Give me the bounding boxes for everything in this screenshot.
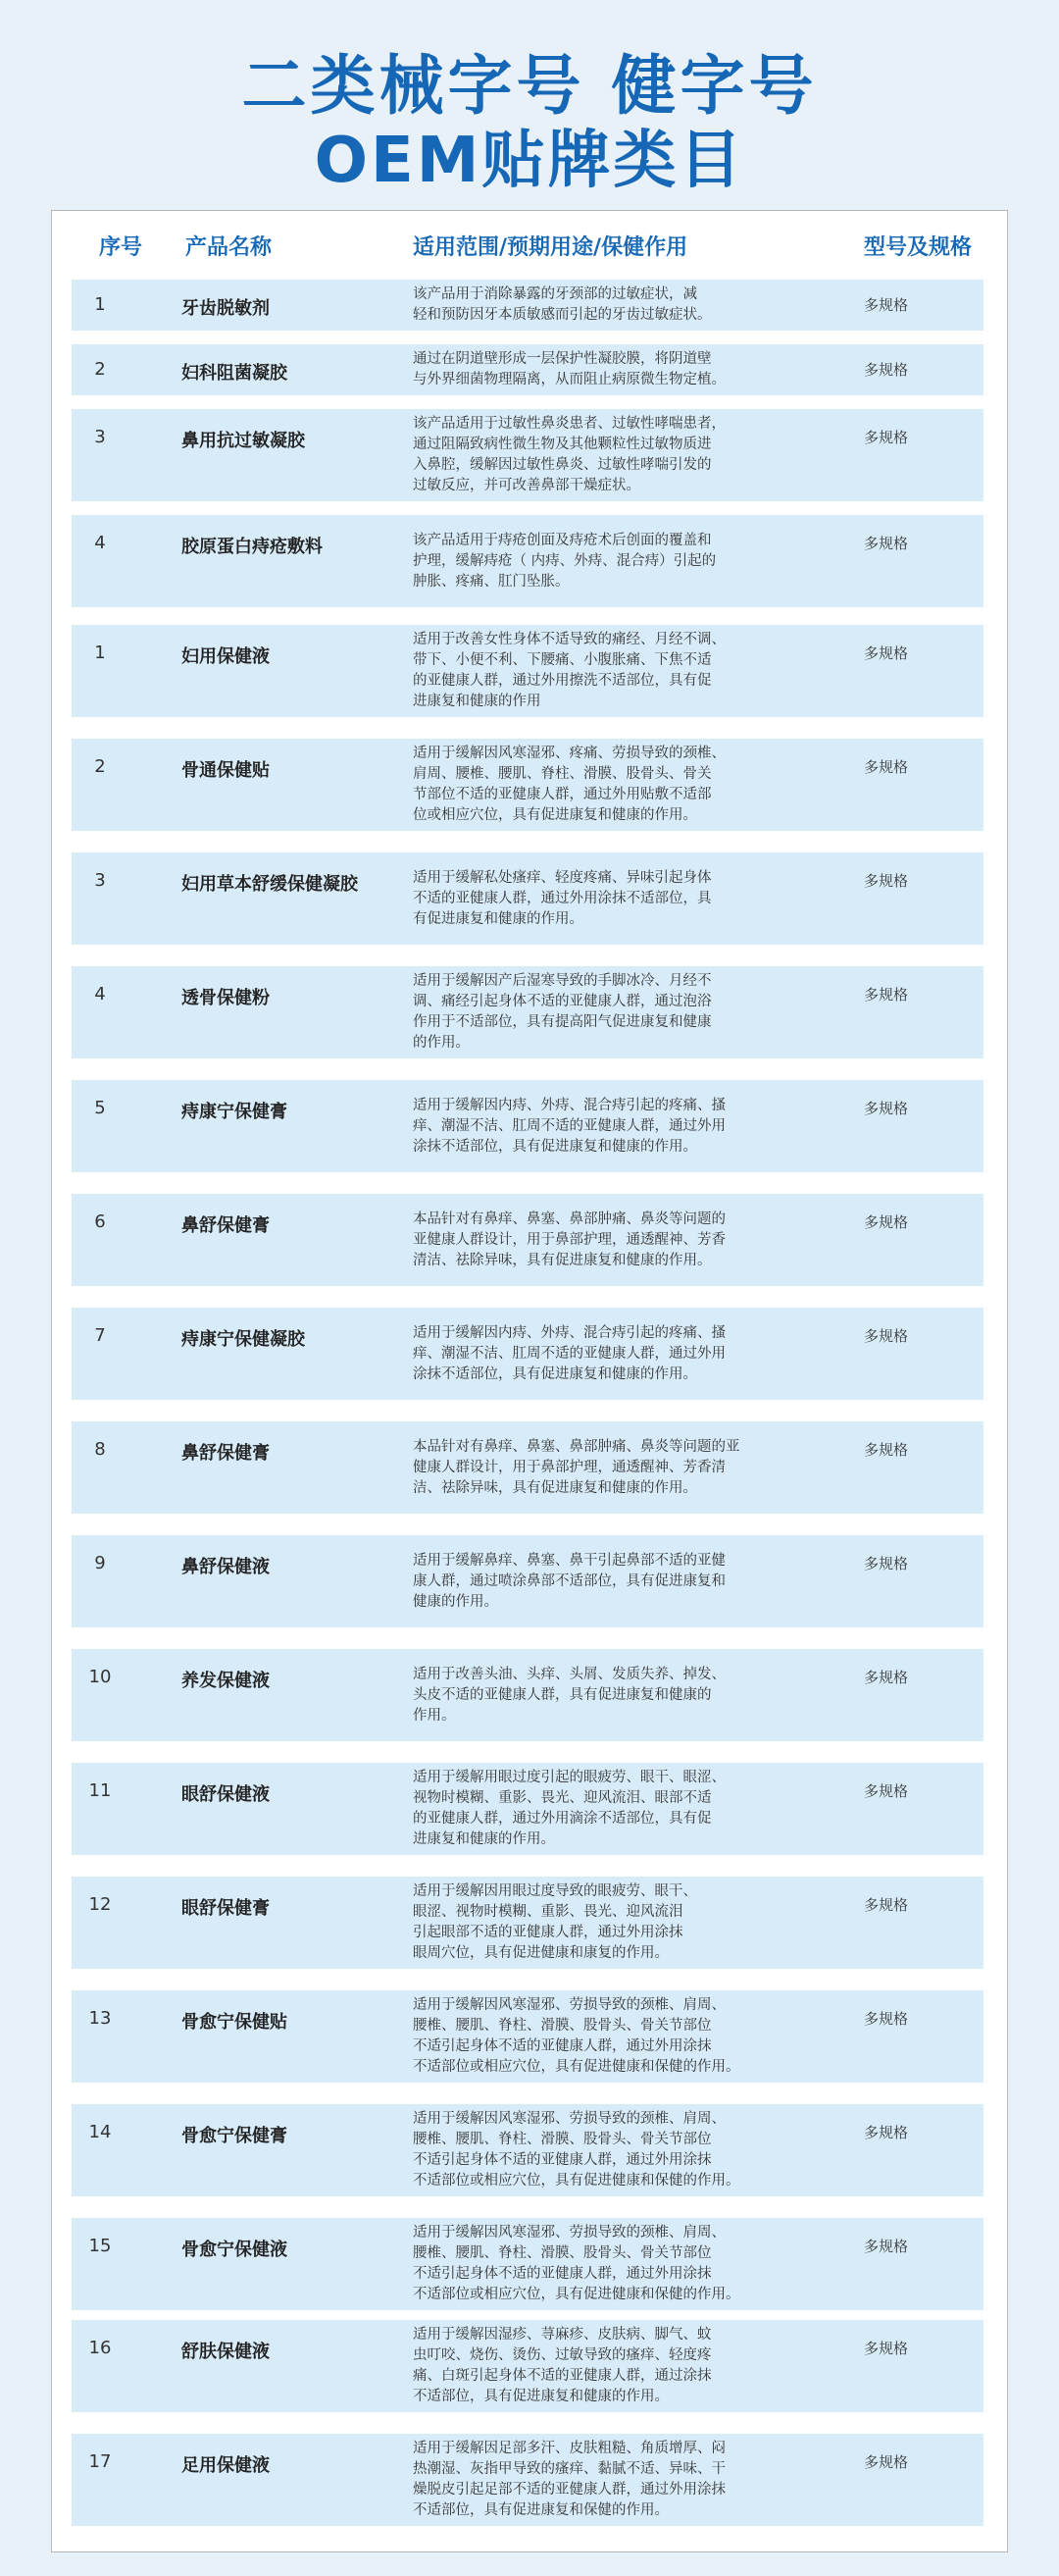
product-name: 养发保健液 — [181, 1671, 270, 1691]
product-description — [413, 1768, 805, 1850]
row-number: 4 — [94, 533, 106, 553]
description-line: 适用于缓解鼻痒、鼻塞、鼻干引起鼻部不适的亚健 — [413, 1553, 726, 1569]
row-number: 6 — [94, 1211, 106, 1232]
column-header-num: 序号 — [99, 235, 143, 260]
table-row — [72, 280, 983, 331]
product-spec: 多规格 — [864, 1896, 909, 1914]
description-line: 进康复和健康的作用。 — [413, 1831, 555, 1847]
description-line: 适用于缓解私处瘙痒、轻度疼痛、异味引起身体 — [413, 870, 712, 886]
table-row — [72, 1763, 983, 1855]
description-line: 的亚健康人群，通过外用滴涂不适部位，具有促 — [413, 1811, 712, 1827]
description-line: 眼涩、视物时模糊、重影、畏光、迎风流泪 — [413, 1904, 683, 1920]
table-row — [72, 1194, 983, 1286]
row-number: 17 — [88, 2451, 112, 2472]
description-line: 适用于缓解因风寒湿邪、疼痛、劳损导致的颈椎、 — [413, 746, 726, 761]
row-number: 4 — [94, 984, 106, 1005]
product-description — [413, 744, 805, 826]
description-line: 不适引起身体不适的亚健康人群，通过外用涂抹 — [413, 2152, 712, 2168]
product-description — [413, 2109, 805, 2191]
product-spec: 多规格 — [864, 1669, 909, 1686]
product-name: 痔康宁保健凝胶 — [181, 1329, 305, 1350]
catalog-table — [51, 210, 1008, 2552]
table-row — [72, 1080, 983, 1172]
description-line: 燥脱皮引起足部不适的亚健康人群，通过外用涂抹 — [413, 2482, 726, 2498]
description-line: 适用于缓解用眼过度引起的眼疲劳、眼干、眼涩、 — [413, 1770, 726, 1785]
description-line: 不适引起身体不适的亚健康人群，通过外用涂抹 — [413, 2038, 712, 2054]
row-number: 5 — [94, 1098, 106, 1118]
description-line: 调、痛经引起身体不适的亚健康人群，通过泡浴 — [413, 994, 712, 1009]
table-row — [72, 409, 983, 501]
row-number: 15 — [88, 2236, 112, 2256]
product-spec: 多规格 — [864, 986, 909, 1004]
page-title: 二类械字号 健字号 — [241, 48, 818, 124]
description-line: 康人群，通过喷涂鼻部不适部位，具有促进康复和 — [413, 1573, 726, 1589]
description-line: 不适部位或相应穴位，具有促进健康和保健的作用。 — [413, 2173, 740, 2189]
product-spec: 多规格 — [864, 429, 909, 446]
description-line: 适用于缓解因风寒湿邪、劳损导致的颈椎、肩周、 — [413, 2225, 726, 2241]
product-name: 骨通保健贴 — [181, 760, 270, 781]
product-spec: 多规格 — [864, 1441, 909, 1459]
column-header-name: 产品名称 — [185, 235, 273, 260]
product-name: 眼舒保健液 — [181, 1784, 270, 1805]
description-line: 健康人群设计，用于鼻部护理，通透醒神、芳香清 — [413, 1460, 726, 1475]
description-line: 不适部位，具有促进康复和健康的作用。 — [413, 2389, 669, 2404]
product-spec: 多规格 — [864, 1327, 909, 1345]
description-line: 通过在阴道壁形成一层保护性凝胶膜，将阴道壁 — [413, 351, 712, 367]
row-number: 8 — [94, 1439, 106, 1460]
row-number: 9 — [94, 1553, 106, 1573]
product-description — [413, 2223, 805, 2305]
description-line: 热潮湿、灰指甲导致的瘙痒、黏腻不适、异味、干 — [413, 2461, 726, 2477]
row-number: 1 — [94, 643, 106, 663]
table-row — [72, 1535, 983, 1627]
column-header-desc: 适用范围/预期用途/保健作用 — [413, 235, 688, 260]
description-line: 作用于不适部位，具有提高阳气促进康复和健康 — [413, 1014, 712, 1030]
product-spec: 多规格 — [864, 1782, 909, 1800]
product-name: 妇用草本舒缓保健凝胶 — [181, 874, 358, 895]
table-row — [72, 2104, 983, 2196]
table-row — [72, 1421, 983, 1514]
product-spec: 多规格 — [864, 1100, 909, 1117]
row-number: 14 — [88, 2122, 112, 2142]
product-description — [413, 1881, 805, 1964]
row-number: 10 — [88, 1667, 112, 1687]
description-line: 适用于缓解因产后湿寒导致的手脚冰冷、月经不 — [413, 973, 712, 989]
description-line: 虫叮咬、烧伤、烫伤、过敏导致的瘙痒、轻度疼 — [413, 2347, 712, 2363]
row-number: 7 — [94, 1325, 106, 1346]
table-row — [72, 1649, 983, 1741]
product-description — [413, 1551, 805, 1613]
product-name: 鼻舒保健膏 — [181, 1443, 270, 1464]
product-name: 骨愈宁保健液 — [181, 2240, 287, 2260]
product-description — [413, 284, 805, 326]
description-line: 不适部位或相应穴位，具有促进健康和保健的作用。 — [413, 2287, 740, 2302]
product-spec: 多规格 — [864, 872, 909, 890]
table-row — [72, 739, 983, 831]
product-description — [413, 1096, 805, 1158]
product-spec: 多规格 — [864, 361, 909, 379]
product-name: 鼻用抗过敏凝胶 — [181, 431, 305, 451]
product-name: 鼻舒保健液 — [181, 1557, 270, 1577]
description-line: 位或相应穴位，具有促进康复和健康的作用。 — [413, 807, 697, 823]
product-description — [413, 971, 805, 1054]
table-row — [72, 515, 983, 607]
description-line: 不适部位，具有促进康复和保健的作用。 — [413, 2502, 669, 2518]
description-line: 过敏反应，并可改善鼻部干燥症状。 — [413, 478, 640, 493]
description-line: 适用于缓解因内痔、外痔、混合痔引起的疼痛、搔 — [413, 1325, 726, 1341]
description-line: 洁、祛除异味，具有促进康复和健康的作用。 — [413, 1480, 697, 1496]
row-number: 2 — [94, 756, 106, 777]
product-name: 透骨保健粉 — [181, 988, 270, 1008]
description-line: 视物时模糊、重影、畏光、迎风流泪、眼部不适 — [413, 1790, 712, 1806]
product-name: 鼻舒保健膏 — [181, 1215, 270, 1236]
description-line: 通过阻隔致病性微生物及其他颗粒性过敏物质进 — [413, 437, 712, 452]
product-description — [413, 630, 805, 712]
description-line: 适用于缓解因足部多汗、皮肤粗糙、角质增厚、闷 — [413, 2441, 726, 2456]
product-name: 骨愈宁保健贴 — [181, 2012, 287, 2033]
row-number: 11 — [88, 1780, 112, 1801]
description-line: 痒、潮湿不洁、肛周不适的亚健康人群，通过外用 — [413, 1118, 726, 1134]
table-header — [52, 229, 1007, 268]
description-line: 适用于缓解因用眼过度导致的眼疲劳、眼干、 — [413, 1883, 697, 1899]
product-spec: 多规格 — [864, 296, 909, 314]
product-name: 妇用保健液 — [181, 646, 270, 667]
description-line: 清洁、祛除异味，具有促进康复和健康的作用。 — [413, 1253, 712, 1268]
column-header-spec: 型号及规格 — [864, 235, 973, 260]
product-spec: 多规格 — [864, 758, 909, 776]
description-line: 不适引起身体不适的亚健康人群，通过外用涂抹 — [413, 2266, 712, 2282]
description-line: 肿胀、疼痛、肛门坠胀。 — [413, 574, 570, 590]
description-line: 进康复和健康的作用 — [413, 694, 541, 709]
product-spec: 多规格 — [864, 535, 909, 552]
description-line: 适用于改善女性身体不适导致的痛经、月经不调、 — [413, 632, 726, 647]
product-description — [413, 868, 805, 930]
description-line: 引起眼部不适的亚健康人群，通过外用涂抹 — [413, 1925, 683, 1940]
product-name: 痔康宁保健膏 — [181, 1102, 287, 1122]
description-line: 适用于缓解因内痔、外痔、混合痔引起的疼痛、搔 — [413, 1098, 726, 1113]
description-line: 肩周、腰椎、腰肌、脊柱、滑膜、股骨头、骨关 — [413, 766, 712, 782]
description-line: 的亚健康人群，通过外用擦洗不适部位，具有促 — [413, 673, 712, 689]
table-row — [72, 1990, 983, 2083]
description-line: 入鼻腔，缓解因过敏性鼻炎、过敏性哮喘引发的 — [413, 457, 712, 473]
description-line: 轻和预防因牙本质敏感而引起的牙齿过敏症状。 — [413, 307, 712, 323]
product-spec: 多规格 — [864, 2453, 909, 2471]
table-row — [72, 2320, 983, 2412]
description-line: 护理，缓解痔疮（ 内痔、外痔、混合痔）引起的 — [413, 553, 717, 569]
row-number: 1 — [94, 294, 106, 315]
table-row — [72, 1877, 983, 1969]
table-row — [72, 1308, 983, 1400]
product-description — [413, 531, 805, 592]
description-line: 头皮不适的亚健康人群，具有促进康复和健康的 — [413, 1687, 712, 1703]
product-description — [413, 1995, 805, 2078]
product-description — [413, 1437, 805, 1499]
description-line: 腰椎、腰肌、脊柱、滑膜、股骨头、骨关节部位 — [413, 2245, 712, 2261]
product-spec: 多规格 — [864, 2238, 909, 2255]
product-name: 眼舒保健膏 — [181, 1898, 270, 1919]
table-row — [72, 344, 983, 395]
description-line: 本品针对有鼻痒、鼻塞、鼻部肿痛、鼻炎等问题的 — [413, 1211, 726, 1227]
description-line: 的作用。 — [413, 1035, 470, 1051]
description-line: 节部位不适的亚健康人群，通过外用贴敷不适部 — [413, 787, 712, 802]
product-name: 妇科阻菌凝胶 — [181, 363, 287, 384]
product-description — [413, 414, 805, 496]
description-line: 本品针对有鼻痒、鼻塞、鼻部肿痛、鼻炎等问题的亚 — [413, 1439, 740, 1455]
product-description — [413, 1323, 805, 1385]
table-row — [72, 852, 983, 945]
row-number: 13 — [88, 2008, 112, 2029]
description-line: 不适部位或相应穴位，具有促进健康和保健的作用。 — [413, 2059, 740, 2075]
description-line: 亚健康人群设计，用于鼻部护理，通透醒神、芳香 — [413, 1232, 726, 1248]
product-description — [413, 1210, 805, 1271]
product-spec: 多规格 — [864, 1555, 909, 1572]
product-spec: 多规格 — [864, 2340, 909, 2357]
description-line: 该产品用于消除暴露的牙颈部的过敏症状，减 — [413, 286, 697, 302]
description-line: 与外界细菌物理隔离，从而阻止病原微生物定植。 — [413, 372, 726, 387]
row-number: 3 — [94, 870, 106, 891]
product-description — [413, 349, 805, 390]
description-line: 痛、白斑引起身体不适的亚健康人群，通过涂抹 — [413, 2368, 712, 2384]
product-spec: 多规格 — [864, 2010, 909, 2028]
description-line: 有促进康复和健康的作用。 — [413, 911, 583, 927]
product-spec: 多规格 — [864, 1213, 909, 1231]
description-line: 适用于缓解因风寒湿邪、劳损导致的颈椎、肩周、 — [413, 2111, 726, 2127]
product-spec: 多规格 — [864, 644, 909, 662]
description-line: 适用于缓解因风寒湿邪、劳损导致的颈椎、肩周、 — [413, 1997, 726, 2013]
product-name: 牙齿脱敏剂 — [181, 298, 270, 319]
description-line: 带下、小便不利、下腰痛、小腹胀痛、下焦不适 — [413, 652, 712, 668]
table-row — [72, 2434, 983, 2526]
description-line: 涂抹不适部位，具有促进康复和健康的作用。 — [413, 1139, 697, 1155]
product-name: 骨愈宁保健膏 — [181, 2126, 287, 2146]
product-description — [413, 1665, 805, 1726]
description-line: 健康的作用。 — [413, 1594, 498, 1610]
row-number: 2 — [94, 359, 106, 380]
product-name: 胶原蛋白痔疮敷料 — [181, 537, 323, 557]
product-name: 舒肤保健液 — [181, 2342, 270, 2362]
description-line: 作用。 — [413, 1708, 456, 1724]
row-number: 12 — [88, 1894, 112, 1915]
table-row — [72, 966, 983, 1058]
page-subtitle: OEM贴牌类目 — [314, 125, 745, 197]
description-line: 该产品适用于痔疮创面及痔疮术后创面的覆盖和 — [413, 533, 712, 548]
table-row — [72, 625, 983, 717]
description-line: 痒、潮湿不洁、肛周不适的亚健康人群，通过外用 — [413, 1346, 726, 1362]
page-header — [0, 0, 1059, 206]
description-line: 不适的亚健康人群，通过外用涂抹不适部位，具 — [413, 891, 712, 906]
description-line: 适用于缓解因湿疹、荨麻疹、皮肤病、脚气、蚊 — [413, 2327, 712, 2343]
row-number: 3 — [94, 427, 106, 447]
description-line: 涂抹不适部位，具有促进康复和健康的作用。 — [413, 1366, 697, 1382]
product-description — [413, 2325, 805, 2407]
description-line: 适用于改善头油、头痒、头屑、发质失养、掉发、 — [413, 1667, 726, 1682]
product-name: 足用保健液 — [181, 2455, 270, 2476]
description-line: 腰椎、腰肌、脊柱、滑膜、股骨头、骨关节部位 — [413, 2018, 712, 2034]
row-number: 16 — [88, 2338, 112, 2358]
description-line: 该产品适用于过敏性鼻炎患者、过敏性哮喘患者， — [413, 416, 726, 432]
description-line: 腰椎、腰肌、脊柱、滑膜、股骨头、骨关节部位 — [413, 2132, 712, 2147]
product-description — [413, 2439, 805, 2521]
product-spec: 多规格 — [864, 2124, 909, 2141]
table-row — [72, 2218, 983, 2310]
description-line: 眼周穴位，具有促进健康和康复的作用。 — [413, 1945, 669, 1961]
